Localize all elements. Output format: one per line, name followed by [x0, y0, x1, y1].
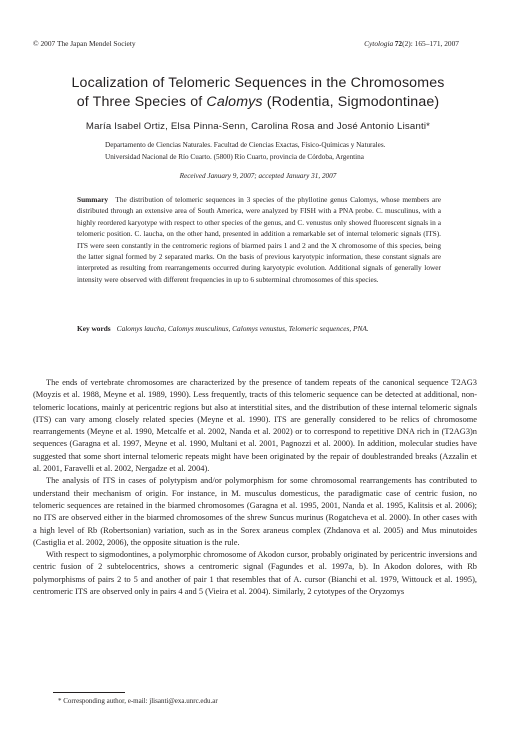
keywords — [77, 323, 457, 334]
body-line: With respect to sigmodontines, a polymorphic chromosome of Akodon cursor, probably origi — [46, 550, 360, 560]
received-dates: Received January 9, 2007; accepted January 31, 2007 — [179, 172, 337, 180]
author-list: María Isabel Ortiz, Elsa Pinna-Senn, Carolina Rosa and José Antonio Lisanti* — [85, 121, 431, 132]
abstract-line: formation, these constant signals are interpreted as resulting from rearrangements occurred during — [77, 252, 441, 273]
body-paragraph — [33, 475, 477, 549]
abstract-label: Summary — [77, 195, 109, 204]
footnote-rule — [53, 692, 125, 693]
body-line: ation is the rule. — [185, 537, 240, 547]
body-line: nated by pericentric inversions and centric fusion of 2 subtelocentrics, shows a centromeric signal — [33, 550, 477, 572]
running-header — [33, 38, 459, 50]
body-line: arrangements has contributed to understand their mechanism of origin. For instance, in M. muscu — [33, 476, 477, 498]
journal-citation — [364, 38, 459, 50]
title-line-2: of Three Species of Calomys (Rodentia, Sigmodontinae) — [76, 93, 440, 110]
copyright-notice: © 2007 The Japan Mendel Society — [33, 39, 136, 48]
body-line: of pair 1 that resembles that of A. cursor (Bianchi et al. 1979, Wittouck et al. 1995), centromeric — [33, 574, 477, 597]
title-genus: Calomys — [206, 93, 263, 110]
body-line: The ends of vertebrate chromosomes are characterized by the presence of tandem repeats of — [46, 378, 370, 387]
journal-issue-pages: (2): 165–171, 2007 — [402, 39, 459, 48]
body-line: The analysis of ITS in cases of polytypism and/or polymorphism for some chromosomal re — [46, 476, 367, 486]
corresponding-author-footnote: * Corresponding author, e-mail: jlisanti@exa.unrc.edu.ar — [58, 697, 218, 705]
abstract-line: frequencies in up to 6 subterminal chromosomes of this species. — [190, 274, 379, 284]
body-line: 2002) or to correspond to repetitive DNA rich in (T2AG3)n sequences (Garagna et al. 1997, Meyne — [33, 427, 477, 449]
body-line: 2000). In other cases with a high level of Rb (Robertsonian) variation, such as in the Sorex araneus — [33, 513, 478, 535]
journal-name: Cytologia — [364, 39, 394, 48]
body-line: et al. 1990, Multani et al. 2001, Pagnozzi et al. 2000). In addition, molecular studies have suggest — [33, 439, 477, 461]
body-line: (Fagundes et al. 1997a, b). In Akodon dolores, with Rb polymorphisms of pairs 2 to 5 and another — [33, 562, 477, 584]
abstract-line: whose members are distributed through an extensive area of South America, were analyzed by FISH — [77, 195, 441, 216]
abstract-line: species, being the latter signal formed by 2 separated marks. On the basis of previous karyotypic in — [77, 240, 441, 262]
abstract — [77, 194, 441, 285]
title-line-1: Localization of Telomeric Sequences in the Chromosomes — [71, 75, 445, 91]
body-line: lus domesticus, the paradigmatic case of centric fusion, no telomeric sequences are retained in the — [33, 488, 477, 510]
body-line: the canonical sequence T2AG3 (Moyzis et al. 1988, Meyne et al. 1989, 1990). Less frequently, — [33, 378, 477, 400]
body-line: ed that some short internal telomeric repeats might have been originated by the repair of double — [58, 451, 385, 461]
abstract-line: the genus, and C. venustus only showed fluorescent signals in a telomeric position. C. laucha, on the — [77, 217, 441, 239]
body-line: nals (ITS) can vary among closely related species (Meyne et al. 1990). ITS are generally considered — [33, 402, 477, 424]
article-title — [40, 74, 476, 111]
keywords-text: Calomys laucha, Calomys musculinus, Calomys venustus, Telomeric sequences, PNA. — [116, 324, 369, 333]
body-line: complex (Zhdanova et al. 2005) and Mus minutoides (Castiglia et al. 2002, 2006), the opposite situ — [33, 525, 477, 547]
affiliation-line-2: Universidad Nacional de Río Cuarto. (5800) Río Cuarto, provincia de Córdoba, Argentina — [105, 152, 364, 161]
abstract-line: The distribution of telomeric sequences in 3 species of the phyllotine genus Calomys, — [115, 195, 381, 204]
body-paragraph — [33, 377, 477, 475]
body-line: biarmed chromosomes (Garagna et al. 1995, 2001, Nanda et al. 1995, Kalitsis et al. 2006); no ITS — [33, 500, 477, 523]
abstract-line: with a PNA probe. C. musculinus, with a highly reordered karyotype with respect to other species of — [77, 206, 441, 227]
body-line: are observed either in the biarmed chromosomes of the shrew Suncus murinus (Rogatcheva et al. — [58, 513, 390, 523]
body-line: pericentric regions but also at interstitial sites, and the distribution of these internal telomeric sig — [135, 402, 464, 412]
body-line: stranded breaks (Azzalin et al. 2001, Faravelli et al. 2002, Nergadze et al. 2004). — [33, 451, 477, 474]
affiliation — [105, 140, 465, 163]
abstract-line: constantly in the centromeric regions of biarmed pairs 1 and 2 and the X chromosome of this — [121, 240, 400, 250]
abstract-line: other hand, presented in addition a remarkable set of internal telomeric signals (ITS). ITS were seen — [77, 229, 442, 250]
abstract-line: karyotypic evolution. Additional signals of generally lower intensity were observed with different — [77, 263, 442, 284]
keywords-label: Key words — [77, 324, 111, 333]
body-paragraph — [33, 549, 477, 598]
body-line: to be relics of chromosome rearrangements (Meyne et al. 1990, Metcalfe et al. 2002, Nanda et al. — [33, 414, 477, 437]
article-body — [33, 377, 477, 598]
affiliation-line-1: Departamento de Ciencias Naturales. Facultad de Ciencias Exactas, Físico-Químicas y Naturales. — [105, 141, 386, 149]
journal-volume: 72 — [394, 39, 403, 48]
body-line: ITS are observed only in pairs 4 and 5 (Vieira et al. 2004). Similarly, 2 cytotypes of the Oryzomys — [75, 587, 405, 597]
body-line: tracts of this telomeric sequence can be detected at additional, non-telomeric locations, mainly at — [33, 390, 478, 412]
